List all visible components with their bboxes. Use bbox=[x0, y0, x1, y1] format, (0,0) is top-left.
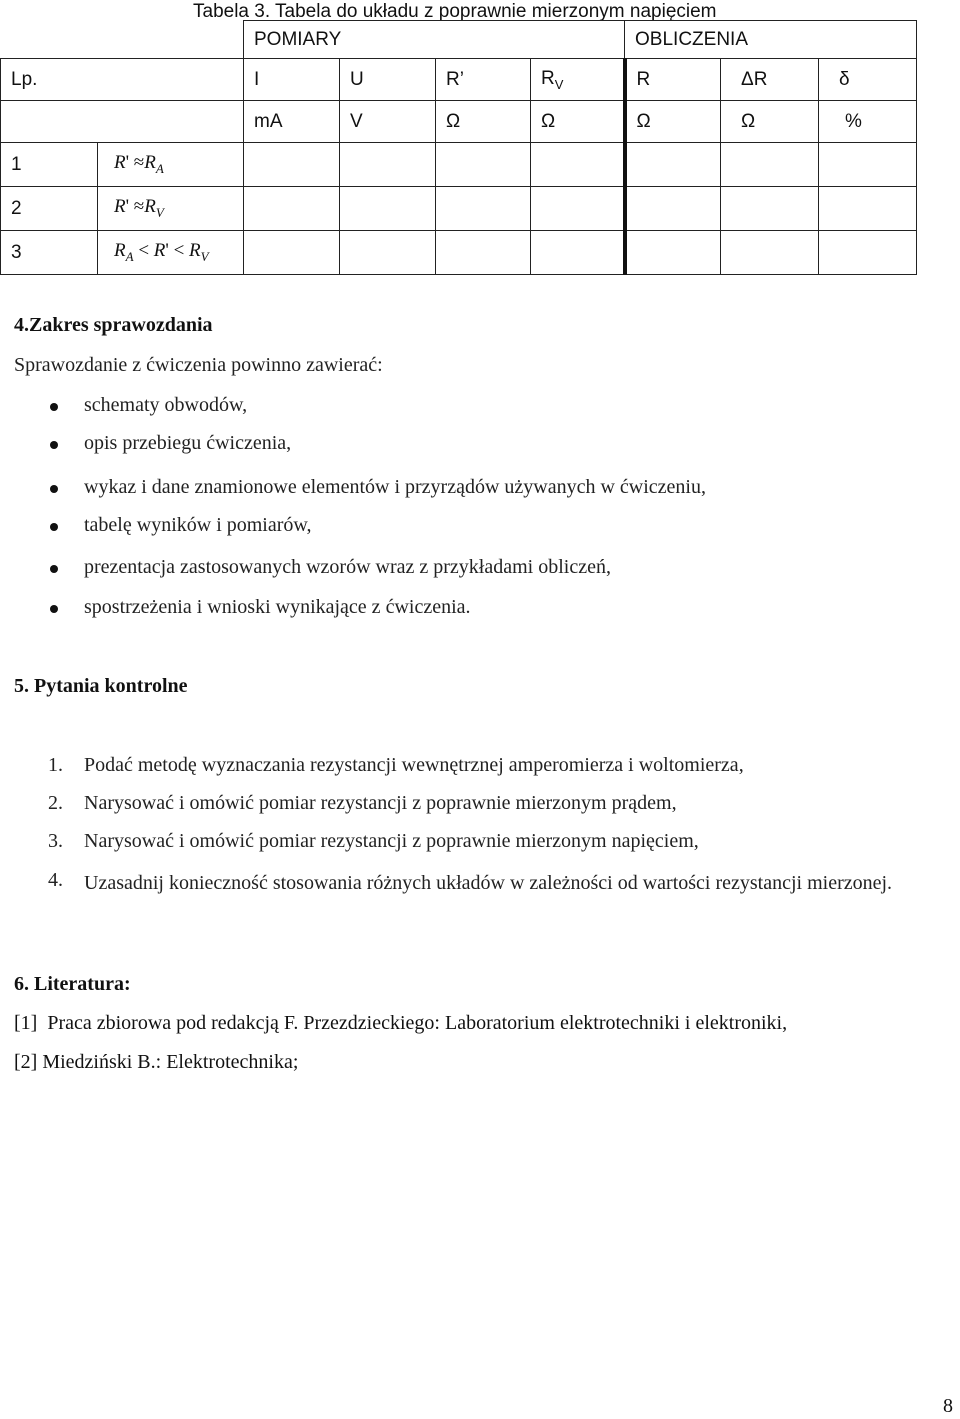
question-number: 2. bbox=[48, 792, 63, 814]
unit-ohm-4: Ω bbox=[721, 101, 819, 143]
list-item: schematy obwodów, bbox=[84, 394, 248, 416]
question-number: 3. bbox=[48, 830, 63, 852]
list-item: spostrzeżenia i wnioski wynikające z ćwiczenia. bbox=[84, 596, 471, 618]
row-number: 1 bbox=[1, 143, 98, 187]
group-measurements: POMIARY bbox=[244, 21, 625, 59]
table-row bbox=[1, 143, 917, 187]
col-delta-r: ΔR bbox=[721, 59, 819, 101]
table-row bbox=[1, 231, 917, 275]
row-condition: $R' \approx R_A$ bbox=[98, 143, 244, 187]
list-item: opis przebiegu ćwiczenia, bbox=[84, 432, 292, 454]
table-row bbox=[1, 187, 917, 231]
table-units-row bbox=[1, 101, 917, 143]
group-calculations: OBLICZENIA bbox=[625, 21, 917, 59]
col-i: I bbox=[244, 59, 340, 101]
bullet-icon bbox=[50, 441, 58, 449]
question-text: Narysować i omówić pomiar rezystancji z poprawnie mierzonym prądem, bbox=[84, 792, 677, 814]
col-rv: $R_V$ bbox=[531, 59, 625, 101]
list-item: tabelę wyników i pomiarów, bbox=[84, 514, 312, 536]
unit-ma: mA bbox=[244, 101, 340, 143]
page-number: 8 bbox=[943, 1395, 953, 1417]
bullet-icon bbox=[50, 523, 58, 531]
report-heading: 4.Zakres sprawozdania bbox=[14, 314, 213, 336]
unit-ohm-1: Ω bbox=[436, 101, 531, 143]
reference-item: [1] Praca zbiorowa pod redakcją F. Przezdzieckiego: Laboratorium elektrotechniki i elektroniki, bbox=[14, 1012, 788, 1034]
unit-v: V bbox=[340, 101, 436, 143]
lp-header: Lp. bbox=[1, 59, 98, 101]
table-symbol-row bbox=[1, 59, 917, 101]
bullet-icon bbox=[50, 403, 58, 411]
question-text: Narysować i omówić pomiar rezystancji z poprawnie mierzonym napięciem, bbox=[84, 830, 699, 852]
report-intro: Sprawozdanie z ćwiczenia powinno zawierać: bbox=[14, 354, 383, 376]
bullet-icon bbox=[50, 565, 58, 573]
bullet-icon bbox=[50, 485, 58, 493]
row-condition: $R' \approx R_V$ bbox=[98, 187, 244, 231]
questions-heading: 5. Pytania kontrolne bbox=[14, 675, 188, 697]
question-number: 1. bbox=[48, 754, 63, 776]
row-number: 3 bbox=[1, 231, 98, 275]
question-number: 4. bbox=[48, 869, 63, 891]
list-item: prezentacja zastosowanych wzorów wraz z przykładami obliczeń, bbox=[84, 556, 611, 578]
measurement-table bbox=[0, 20, 917, 275]
row-condition: $R_A < R' < R_V$ bbox=[98, 231, 244, 275]
table-caption: Tabela 3. Tabela do układu z poprawnie mierzonym napięciem bbox=[193, 1, 717, 22]
table-group-header-row bbox=[1, 21, 917, 59]
col-r: R bbox=[625, 59, 721, 101]
question-text: Podać metodę wyznaczania rezystancji wewnętrznej amperomierza i woltomierza, bbox=[84, 754, 744, 776]
unit-ohm-3: Ω bbox=[625, 101, 721, 143]
col-delta: δ bbox=[819, 59, 917, 101]
unit-ohm-2: Ω bbox=[531, 101, 625, 143]
row-number: 2 bbox=[1, 187, 98, 231]
question-text: Uzasadnij konieczność stosowania różnych układów w zależności od wartości rezystancji mierzonej. bbox=[84, 872, 893, 894]
unit-percent: % bbox=[819, 101, 917, 143]
reference-item: [2] Miedziński B.: Elektrotechnika; bbox=[14, 1051, 299, 1073]
list-item: wykaz i dane znamionowe elementów i przyrządów używanych w ćwiczeniu, bbox=[84, 476, 706, 498]
col-r-prime: R’ bbox=[436, 59, 531, 101]
col-u: U bbox=[340, 59, 436, 101]
bullet-icon bbox=[50, 605, 58, 613]
literature-heading: 6. Literatura: bbox=[14, 973, 131, 995]
